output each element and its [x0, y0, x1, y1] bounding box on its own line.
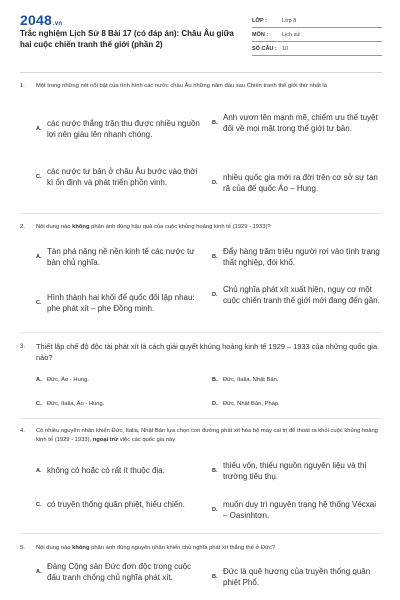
- option-text: thiếu vốn, thiếu nguồn nguyên liệu và thị trường tiêu thụ.: [223, 461, 367, 481]
- question-5: [20, 544, 382, 553]
- site-logo[interactable]: [20, 12, 62, 28]
- option-d[interactable]: [212, 172, 382, 194]
- option-letter: B.: [212, 254, 218, 260]
- question-3: [20, 342, 382, 363]
- option-text: Đức, Nhật Bản, Pháp.: [223, 401, 280, 407]
- logo-main: 2048: [20, 12, 52, 28]
- stem-part: Nội dung nào: [36, 224, 73, 230]
- info-value: Lớp 8: [282, 17, 297, 24]
- option-a[interactable]: [36, 118, 214, 140]
- question-4: [20, 427, 382, 444]
- option-letter: B.: [212, 377, 218, 383]
- option-letter: A.: [36, 569, 42, 575]
- option-letter: A.: [36, 126, 42, 132]
- option-letter: D.: [212, 401, 218, 407]
- info-label: LỚP :: [252, 17, 267, 24]
- option-d[interactable]: [212, 499, 382, 521]
- option-a[interactable]: [36, 376, 214, 384]
- option-letter: D.: [212, 507, 218, 513]
- question-stem: [20, 342, 382, 363]
- option-text: có truyền thống quân phiệt, hiếu chiến.: [47, 500, 185, 509]
- stem-part: phản ánh đúng nguyên nhân khiến chủ nghĩa phát xít thắng thế ở Đức?: [89, 545, 276, 551]
- question-text: Một trong những nét nổi bật của tình hình các nước châu Âu những năm đầu sau Chiến tranh thế giới thứ nhất là: [36, 83, 327, 89]
- info-label: SỐ CÂU :: [252, 45, 277, 52]
- option-letter: C.: [36, 401, 42, 407]
- option-a[interactable]: [36, 561, 214, 583]
- option-b[interactable]: [212, 112, 382, 134]
- page-title: Trắc nghiệm Lịch Sử 8 Bài 17 (có đáp án): Châu Âu giữa hai cuộc chiến tranh thế giới (phần 2): [20, 29, 234, 49]
- info-table: [252, 14, 382, 56]
- stem-part: phản ánh đúng hậu quả của cuộc khủng hoảng kinh tế (1929 - 1933)?: [89, 224, 271, 230]
- question-text: Thiết lập chế độ độc tài phát xít là cách giải quyết khủng hoảng kinh tế 1929 – 1933 của những quốc gia nào?: [36, 342, 378, 362]
- option-letter: B.: [212, 120, 218, 126]
- option-text: các nước thắng trận thu được nhiều nguồn lợi nên giàu lên nhanh chóng.: [47, 119, 200, 139]
- info-value: Lịch sử: [282, 31, 301, 38]
- question-divider: [20, 213, 382, 214]
- option-letter: C.: [36, 300, 42, 306]
- stem-emphasis: ngoại trừ: [92, 436, 119, 443]
- option-letter: A.: [36, 254, 42, 260]
- option-text: Đức, Italia, Nhật Bản.: [223, 377, 279, 383]
- option-letter: B.: [212, 574, 218, 580]
- page-header: [0, 0, 400, 70]
- question-text: [36, 223, 382, 232]
- option-letter: A.: [36, 377, 42, 383]
- option-text: Chủ nghĩa phát xít xuất hiện, nguy cơ một cuộc chiến tranh thế giới mới đang đến gần.: [223, 285, 380, 305]
- question-divider: [20, 418, 382, 419]
- option-text: Đảng Cộng sản Đức đơn độc trong cuộc đấu tranh chống chủ nghĩa phát xít.: [47, 562, 192, 582]
- question-text: [36, 544, 382, 553]
- info-label: MÔN :: [252, 31, 269, 38]
- option-c[interactable]: [36, 499, 214, 510]
- stem-emphasis: không: [72, 545, 90, 551]
- info-row-count: [252, 42, 382, 56]
- question-2: [20, 223, 382, 232]
- option-letter: C.: [36, 501, 42, 508]
- option-b[interactable]: [212, 566, 382, 588]
- option-b[interactable]: [212, 460, 382, 482]
- stem-part: việc các quốc gia này: [118, 436, 176, 443]
- question-stem: [20, 82, 382, 91]
- option-letter: D.: [212, 180, 218, 186]
- question-number: 1.: [20, 83, 25, 89]
- question-divider: [20, 332, 382, 333]
- option-b[interactable]: [212, 246, 382, 268]
- option-text: Đẩy hàng trăm triệu người rơi vào tình trạng thất nghiệp, đói khổ.: [223, 247, 380, 267]
- option-letter: B.: [212, 468, 218, 474]
- stem-part: Nội dung nào: [36, 545, 73, 551]
- option-text: muốn duy trì nguyên trạng hệ thống Vécxai – Oasinhtơn.: [223, 500, 376, 520]
- option-text: Đức, Áo - Hung.: [47, 377, 89, 383]
- question-stem: [20, 427, 382, 444]
- question-stem: [20, 544, 382, 553]
- question-1: [20, 82, 382, 91]
- option-text: Đức là quê hương của truyền thống quân phiệt Phổ.: [223, 567, 371, 587]
- option-letter: C.: [36, 174, 42, 180]
- stem-part: Có nhiều nguyên nhân khiến Đức, Italia, Nhật Bản lựa chọn con đường phát xít hóa bộ máy cai trị để thoát ra khỏi cuộc khủng hoảng kinh tế (1929 - 1933),: [36, 428, 378, 443]
- option-letter: D.: [212, 292, 218, 298]
- option-letter: A.: [36, 467, 42, 474]
- option-a[interactable]: [36, 246, 214, 268]
- option-text: không có hoặc có rất ít thuộc địa.: [47, 466, 165, 475]
- question-number: 5.: [20, 545, 25, 551]
- header-divider: [20, 72, 382, 73]
- option-text: Tàn phá nặng nề nền kinh tế các nước tư bản chủ nghĩa.: [47, 247, 195, 267]
- question-number: 4.: [20, 428, 25, 434]
- logo-sub: .vn: [52, 21, 63, 27]
- question-number: 3.: [20, 344, 26, 350]
- info-row-subject: [252, 28, 382, 42]
- option-b[interactable]: [212, 376, 382, 384]
- option-text: các nước tư bản ở châu Âu bước vào thời kì ổn định và phát triển phồn vinh.: [47, 167, 198, 187]
- info-row-class: [252, 14, 382, 28]
- question-text: [36, 427, 382, 444]
- question-stem: [20, 223, 382, 232]
- question-number: 2.: [20, 224, 25, 230]
- option-text: Anh vươn lên mạnh mẽ, chiếm ưu thế tuyệt đối về mọi mặt trong thế giới tư bản.: [223, 113, 378, 133]
- option-c[interactable]: [36, 400, 214, 408]
- stem-emphasis: không: [72, 224, 90, 230]
- option-a[interactable]: [36, 465, 214, 476]
- option-text: Hình thành hai khối đế quốc đối lập nhau: phe phát xít – phe Đồng minh.: [47, 293, 195, 313]
- option-c[interactable]: [36, 166, 214, 188]
- option-d[interactable]: [212, 284, 382, 306]
- option-text: Đức, Italia, Áo - Hung.: [47, 401, 105, 407]
- option-d[interactable]: [212, 400, 382, 408]
- option-c[interactable]: [36, 292, 214, 314]
- question-divider: [20, 533, 382, 534]
- info-value: 10: [282, 45, 289, 52]
- option-text: nhiều quốc gia mới ra đời trên cơ sở sự tan rã của đế quốc Áo – Hung.: [223, 173, 378, 193]
